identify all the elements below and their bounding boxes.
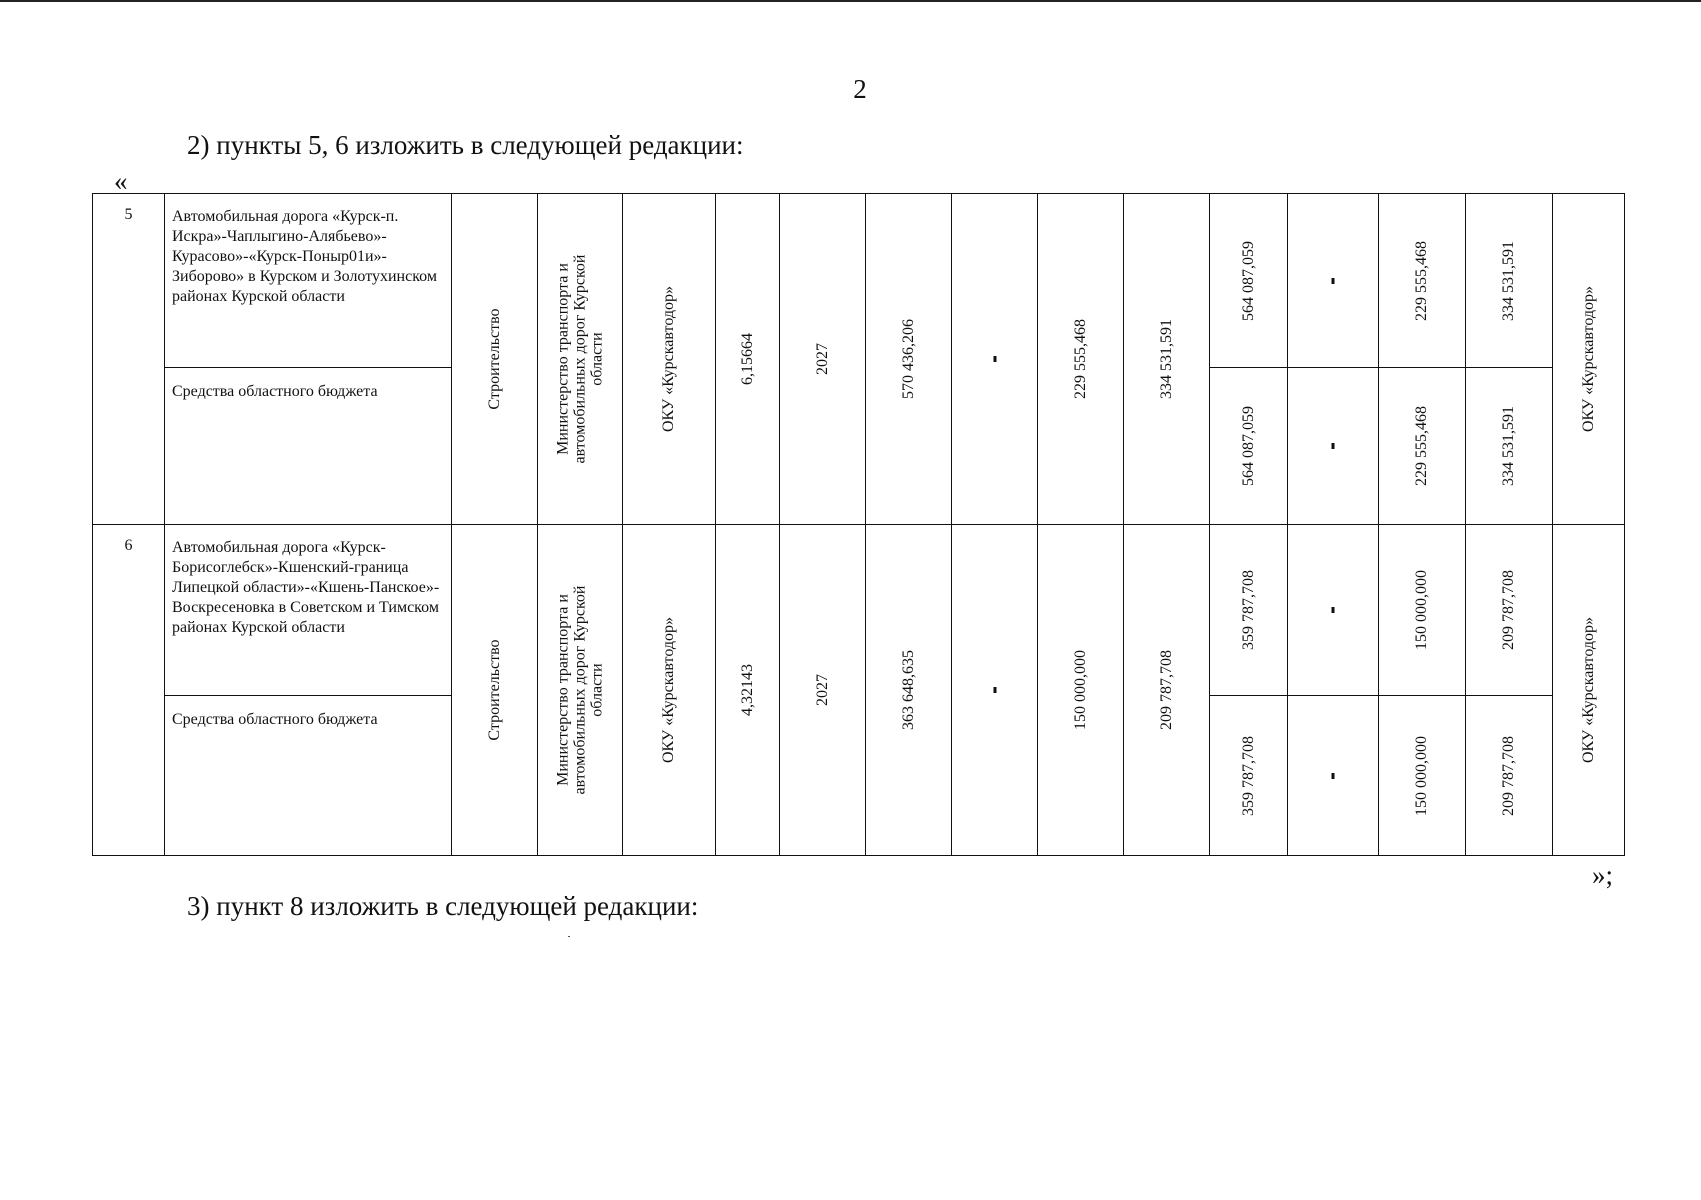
executor-cell — [1553, 525, 1625, 856]
customer: ОКУ «Курскавтодор» — [660, 616, 677, 764]
customer-cell — [623, 194, 716, 525]
budget-value: 150 000,000 — [1413, 735, 1430, 816]
work-type-cell — [452, 194, 538, 525]
ministry-cell — [538, 194, 623, 525]
budget-b-cell — [1379, 696, 1466, 856]
work-type: Строительство — [485, 308, 503, 410]
funding-b-cell — [1379, 525, 1466, 696]
funding-total: 564 087,059 — [1239, 240, 1257, 321]
funding-dash-cell — [1288, 525, 1379, 696]
budget-label: Средства областного бюджета — [165, 696, 452, 856]
road-name: Автомобильная дорога «Курск-Борисоглебск»-Кшенский-граница Липецкой области»-«Кшень-Панское»-Воскресеновка в Советском и Тимском районах Курской области — [165, 525, 452, 696]
work-type-cell — [452, 525, 538, 856]
cost-c-cell — [1124, 525, 1210, 856]
page-frame-edge — [0, 0, 1701, 2]
row-number: 6 — [93, 525, 165, 856]
dash-cell — [952, 194, 1038, 525]
year-cell — [780, 194, 866, 525]
cost-b-cell — [1038, 525, 1124, 856]
funding-dash-cell — [1288, 194, 1379, 368]
total-cost: 363 648,635 — [899, 650, 917, 730]
page-number: 2 — [853, 74, 867, 104]
length-cell — [716, 194, 780, 525]
funding-value: 209 787,708 — [1500, 570, 1517, 650]
heading-item-3: 3) пункт 8 изложить в следующей редакции: — [187, 891, 699, 921]
budget-total: 359 787,708 — [1239, 735, 1257, 816]
table-row-6 — [93, 525, 1625, 696]
budget-b-cell — [1379, 368, 1466, 525]
budget-dash-cell — [1288, 696, 1379, 856]
ministry: Министерство транспорта и автомобильных дорог Курской области — [554, 254, 606, 464]
funding-c-cell — [1466, 194, 1553, 368]
ministry-cell — [538, 525, 623, 856]
road-length: 4,32143 — [738, 664, 756, 716]
customer-cell — [623, 525, 716, 856]
dash-mark — [993, 687, 996, 693]
length-cell — [716, 525, 780, 856]
budget-total-cell — [1210, 368, 1288, 525]
funding-value: 229 555,468 — [1413, 240, 1430, 321]
budget-value: 209 787,708 — [1500, 735, 1517, 816]
funding-total: 359 787,708 — [1239, 570, 1257, 650]
open-quote-mark: « — [114, 166, 128, 196]
work-type: Строительство — [485, 639, 503, 741]
total-cost-cell — [866, 194, 952, 525]
year-cell — [780, 525, 866, 856]
funding-b-cell — [1379, 194, 1466, 368]
budget-label: Средства областного бюджета — [165, 368, 452, 525]
cost-c-cell — [1124, 194, 1210, 525]
ministry: Министерство транспорта и автомобильных дорог Курской области — [554, 585, 606, 795]
road-length: 6,15664 — [738, 333, 756, 385]
executor-cell — [1553, 194, 1625, 525]
cost-b-cell — [1038, 194, 1124, 525]
funding-total-cell — [1210, 525, 1288, 696]
funding-c-cell — [1466, 525, 1553, 696]
close-quote-mark: »; — [1592, 860, 1614, 890]
dash-mark — [1332, 607, 1335, 613]
completion-year: 2027 — [813, 674, 831, 706]
dash-mark — [1332, 773, 1335, 779]
scan-speck — [568, 936, 570, 937]
funding-value: 150 000,000 — [1413, 570, 1430, 650]
customer: ОКУ «Курскавтодор» — [660, 285, 677, 433]
funding-total-cell — [1210, 194, 1288, 368]
dash-mark — [1332, 278, 1335, 284]
road-name: Автомобильная дорога «Курск-п. Искра»-Чаплыгино-Алябьево»-Курасово»-«Курск-Поныр01и»-Зиборово» в Курском и Золотухинском районах Курской области — [165, 194, 452, 368]
executor: ОКУ «Курскавтодор» — [1579, 616, 1597, 764]
completion-year: 2027 — [813, 343, 831, 375]
road-projects-table — [92, 193, 1625, 856]
budget-dash-cell — [1288, 368, 1379, 525]
budget-c-cell — [1466, 696, 1553, 856]
cost-value: 209 787,708 — [1157, 650, 1175, 730]
budget-total: 564 087,059 — [1239, 406, 1257, 486]
executor: ОКУ «Курскавтодор» — [1579, 285, 1597, 433]
total-cost-cell — [866, 525, 952, 856]
budget-c-cell — [1466, 368, 1553, 525]
row-number: 5 — [93, 194, 165, 525]
heading-item-2: 2) пункты 5, 6 изложить в следующей редакции: — [187, 130, 744, 160]
funding-value: 334 531,591 — [1500, 240, 1517, 321]
budget-total-cell — [1210, 696, 1288, 856]
table-row-5 — [93, 194, 1625, 368]
total-cost: 570 436,206 — [899, 319, 917, 399]
cost-value: 334 531,591 — [1157, 319, 1175, 399]
dash-mark — [1332, 443, 1335, 449]
dash-mark — [993, 356, 996, 362]
budget-value: 229 555,468 — [1413, 406, 1430, 486]
budget-value: 334 531,591 — [1500, 406, 1517, 486]
cost-value: 229 555,468 — [1071, 319, 1089, 399]
dash-cell — [952, 525, 1038, 856]
cost-value: 150 000,000 — [1071, 650, 1089, 730]
